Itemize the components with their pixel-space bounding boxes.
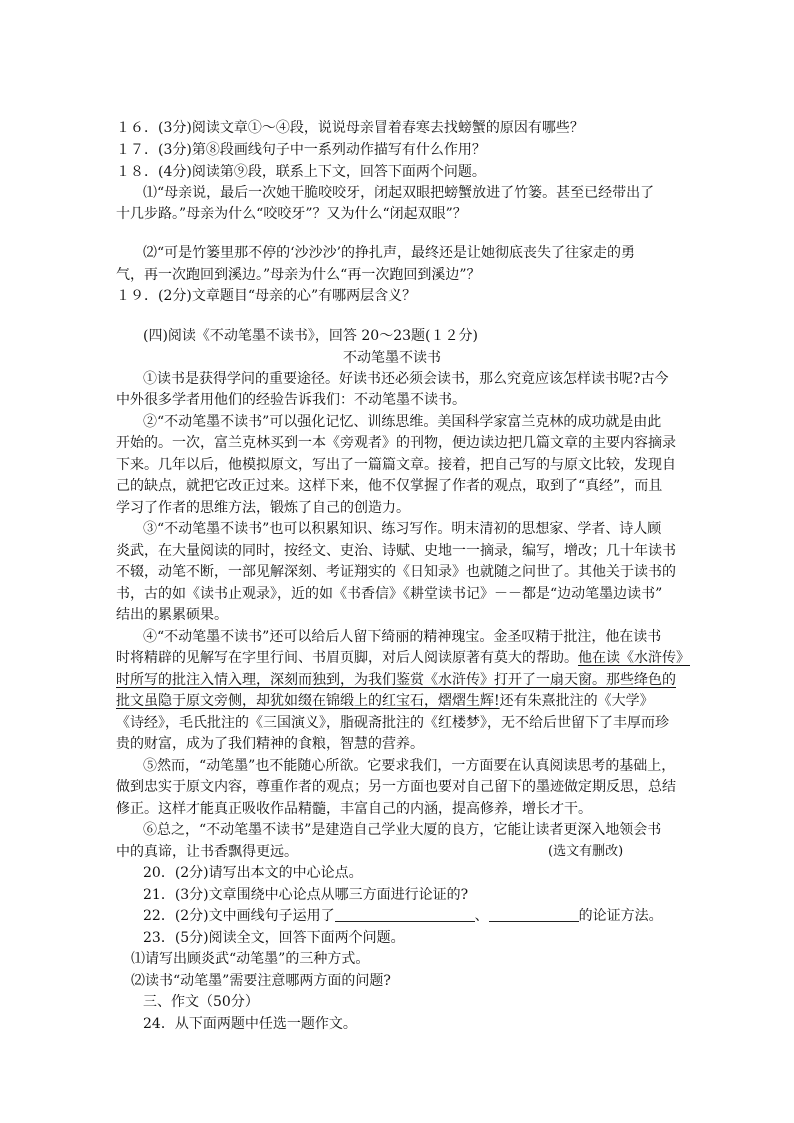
para5-line1: ⑤然而，“动笔墨”也不能随心所欲。它要求我们，一方面要在认真阅读思考的基础上， <box>143 758 676 774</box>
para2-line3: 下来。几年以后，他模拟原文，写出了一篇篇文章。接着，把自己写的与原文比较，发现自 <box>116 457 676 473</box>
para2-line1: ②“不动笔墨不读书”可以强化记忆、训练思维。美国科学家富兰克林的成功就是由此 <box>143 414 662 430</box>
para4-line1: ④“不动笔墨不读书”还可以给后人留下绮丽的精神瑰宝。金圣叹精于批注，他在读书 <box>143 629 662 645</box>
composition-heading: 三、作文（50分） <box>143 994 259 1010</box>
question-21: 21．(3分)文章围绕中心论点从哪三方面进行论证的? <box>143 887 469 903</box>
underlined-sentence-part4: 批文虽隐于原文旁侧，却犹如缀在锦缎上的红宝石，熠熠生辉! <box>116 693 500 709</box>
para5-line2: 做到忠实于原文内容，尊重作者的观点；另一方面也要对自己留下的墨迹做定期反思，总结 <box>116 779 676 795</box>
answer-blank-1[interactable] <box>335 906 475 922</box>
para4-line5: 《诗经》，毛氏批注的《三国演义》，脂砚斋批注的《红楼梦》，无不给后世留下了丰厚而珍 <box>116 715 669 731</box>
para3-line2: 炎武，在大量阅读的同时，按经文、吏治、诗赋、史地一一摘录，编写，增改；几十年读书 <box>116 543 676 559</box>
question-23: 23．(5分)阅读全文，回答下面两个问题。 <box>143 930 405 946</box>
underlined-sentence-part3: 那些绛色的 <box>606 672 676 688</box>
question-22-separator: 、 <box>474 908 489 924</box>
question-17: １７．(3分)第⑧段画线句子中一系列动作描写有什么作用？ <box>116 142 486 158</box>
article-title: 不动笔墨不读书 <box>343 350 441 366</box>
para4-line2 <box>116 647 690 669</box>
para3-line4: 书，古的如《读书止观录》，近的如《书香信》《耕堂读书记》－－都是“边动笔墨边读书” <box>116 586 663 602</box>
source-note: (选文有删改) <box>548 844 624 859</box>
question-18-1-line2: 十几步路。”母亲为什么“咬咬牙”？又为什么“闭起双眼”？ <box>116 206 467 222</box>
para2-line5: 学习了作者的思维方法，锻炼了自己的创造力。 <box>116 500 410 516</box>
underlined-sentence-part1: 他在读《水浒传》 <box>578 650 690 666</box>
question-19: １９．(2分)文章题目“母亲的心”有哪两层含义？ <box>116 288 417 304</box>
question-24: 24．从下面两题中任选一题作文。 <box>143 1016 357 1032</box>
underlined-sentence-part2: 时所写的批注入情入理，深刻而独到，为我们鉴赏《水浒传》打开了一扇天窗。 <box>116 672 606 688</box>
para3-line1: ③“不动笔墨不读书”也可以积累知识、练习写作。明末清初的思想家、学者、诗人顾 <box>143 521 662 537</box>
para1-line2: 中外很多学者用他们的经验告诉我们：不动笔墨不读书。 <box>116 392 466 408</box>
question-18-1-line1: ⑴“母亲说，最后一次她干脆咬咬牙，闭起双眼把螃蟹放进了竹篓。甚至已经带出了 <box>143 185 655 201</box>
para6-line2: 中的真谛，让书香飘得更远。 <box>116 844 298 860</box>
para1-line1: ①读书是获得学问的重要途径。好读书还必须会读书，那么究竟应该怎样读书呢?古今 <box>143 371 669 387</box>
para4-line2-plain: 时将精辟的见解写在字里行间、书眉页脚，对后人阅读原著有莫大的帮助。 <box>116 650 578 666</box>
question-22-suffix: 的论证方法。 <box>578 908 663 924</box>
section4-heading: (四)阅读《不动笔墨不读书》，回答 20～23题(１２分) <box>143 328 478 344</box>
question-18: １８．(4分)阅读第⑨段，联系上下文，回答下面两个问题。 <box>116 164 486 180</box>
question-18-2-line1: ⑵“可是竹篓里那不停的‘沙沙沙’的挣扎声，最终还是让她彻底丧失了往家走的勇 <box>143 245 636 261</box>
para2-line4: 己的缺点，就把它改正过来。这样下来，他不仅掌握了作者的观点，取到了“真经”，而且 <box>116 478 663 494</box>
para4-line6: 贵的财富，成为了我们精神的食粮，智慧的营养。 <box>116 736 424 752</box>
question-23-1: ⑴请写出顾炎武“动笔墨”的三种方式。 <box>131 951 370 967</box>
para4-line4 <box>116 690 654 712</box>
para3-line3: 不辍，动笔不断，一部见解深刻、考证翔实的《日知录》也就随之问世了。其他关于读书的 <box>116 564 676 580</box>
para4-line4-plain: 还有朱熹批注的《大学》 <box>499 693 654 709</box>
para3-line5: 结出的累累硕果。 <box>116 607 228 623</box>
para6-line1: ⑥总之，“不动笔墨不读书”是建造自己学业大厦的良方，它能让读者更深入地领会书 <box>143 822 662 838</box>
question-18-2-line2: 气，再一次跑回到溪边。”母亲为什么“再一次跑回到溪边”？ <box>116 267 481 283</box>
question-16: １６．(3分)阅读文章①～④段，说说母亲冒着春寒去找螃蟹的原因有哪些？ <box>116 120 584 136</box>
answer-blank-2[interactable] <box>489 906 579 922</box>
question-23-2: ⑵读书“动笔墨”需要注意哪两方面的问题? <box>131 973 391 989</box>
question-22-text: 22．(2分)文中画线句子运用了 <box>143 908 335 924</box>
para4-line3 <box>116 669 676 691</box>
question-22 <box>143 905 663 927</box>
question-20: 20．(2分)请写出本文的中心论点。 <box>143 865 363 881</box>
para2-line2: 开始的。一次，富兰克林买到一本《旁观者》的刊物，便边读边把几篇文章的主要内容摘录 <box>116 435 676 451</box>
para5-line3: 修正。这样才能真正吸收作品精髓，丰富自己的内涵，提高修养，增长才干。 <box>116 801 592 817</box>
